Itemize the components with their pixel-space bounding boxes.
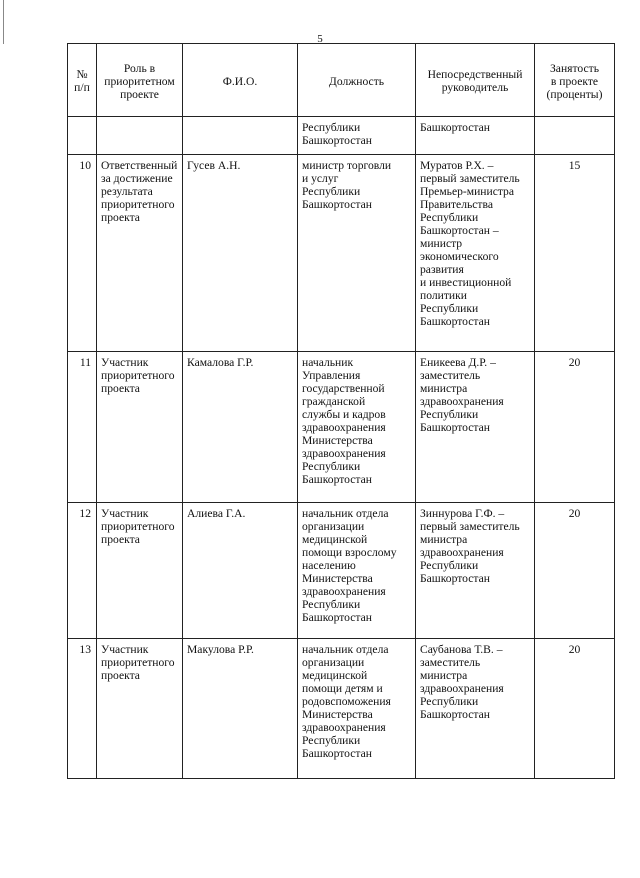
cell-line: проекта bbox=[101, 211, 140, 224]
header-position bbox=[298, 44, 416, 117]
header-num bbox=[68, 44, 97, 117]
row-role bbox=[97, 503, 183, 639]
cell-line: первый заместитель bbox=[420, 172, 520, 185]
cell-line: медицинской bbox=[302, 533, 368, 546]
cell-line: Министерства bbox=[302, 708, 373, 721]
row-num: 11 bbox=[68, 352, 97, 503]
cell-line: министра bbox=[420, 533, 468, 546]
row-manager bbox=[416, 155, 535, 352]
cell-line: Макулова Р.Р. bbox=[187, 643, 254, 656]
row-name bbox=[183, 352, 298, 503]
cell-line: здравоохранения bbox=[420, 682, 504, 695]
table-row bbox=[68, 503, 615, 639]
row-name bbox=[183, 117, 298, 155]
cell-line: Муратов Р.Х. – bbox=[420, 159, 494, 172]
cell-line: Участник bbox=[101, 356, 149, 369]
row-manager bbox=[416, 117, 535, 155]
cell-line: развития bbox=[420, 263, 464, 276]
row-employment bbox=[535, 117, 615, 155]
cell-line: руководитель bbox=[441, 81, 509, 94]
cell-line: экономического bbox=[420, 250, 499, 263]
project-participants-table bbox=[67, 43, 615, 779]
cell-line: Зиннурова Г.Ф. – bbox=[420, 507, 505, 520]
cell-line: Занятость bbox=[550, 61, 599, 75]
cell-line: Правительства bbox=[420, 198, 493, 211]
row-manager bbox=[416, 503, 535, 639]
cell-line: проекте bbox=[120, 87, 159, 101]
row-manager bbox=[416, 352, 535, 503]
row-employment: 20 bbox=[535, 639, 615, 779]
row-name bbox=[183, 639, 298, 779]
cell-line: (проценты) bbox=[546, 87, 603, 101]
cell-line: родовспоможения bbox=[302, 695, 391, 708]
cell-line: министра bbox=[420, 669, 468, 682]
table-row bbox=[68, 639, 615, 779]
row-name bbox=[183, 503, 298, 639]
cell-line: здравоохранения bbox=[420, 546, 504, 559]
cell-line: Непосредственный bbox=[427, 68, 523, 81]
cell-line: Республики bbox=[302, 185, 361, 198]
cell-line: и инвестиционной bbox=[420, 276, 512, 289]
cell-line: Башкортостан bbox=[302, 134, 372, 147]
cell-line: Республики bbox=[420, 408, 479, 421]
cell-line: Участник bbox=[101, 507, 149, 520]
cell-line: Премьер-министра bbox=[420, 185, 514, 198]
cell-line: в проекте bbox=[550, 74, 599, 88]
cell-line: проекта bbox=[101, 382, 140, 395]
cell-line: и услуг bbox=[302, 172, 339, 185]
cell-line: здравоохранения bbox=[302, 585, 386, 598]
cell-line: Республики bbox=[302, 460, 361, 473]
cell-line: Гусев А.Н. bbox=[187, 159, 241, 172]
cell-line: министр bbox=[420, 237, 463, 250]
cell-line: Башкортостан bbox=[302, 611, 372, 624]
row-role bbox=[97, 639, 183, 779]
cell-line: Башкортостан bbox=[420, 708, 490, 721]
cell-line: политики bbox=[420, 289, 467, 302]
cell-line: проекта bbox=[101, 533, 140, 546]
cell-line: Управления bbox=[302, 369, 361, 382]
cell-line: помощи детям и bbox=[302, 682, 383, 695]
cell-line: государственной bbox=[302, 382, 385, 395]
cell-line: Башкортостан bbox=[420, 421, 490, 434]
cell-line: Еникеева Д.Р. – bbox=[420, 356, 496, 369]
cell-line: Республики bbox=[420, 211, 479, 224]
row-position bbox=[298, 639, 416, 779]
cell-line: Должность bbox=[328, 74, 385, 88]
table-row bbox=[68, 352, 615, 503]
cell-line: результата bbox=[101, 185, 153, 198]
row-name bbox=[183, 155, 298, 352]
cell-line: начальник отдела bbox=[302, 643, 389, 656]
cell-line: Республики bbox=[420, 302, 479, 315]
cell-line: здравоохранения bbox=[302, 447, 386, 460]
cell-line: службы и кадров bbox=[302, 408, 386, 421]
row-role bbox=[97, 117, 183, 155]
cell-line: заместитель bbox=[420, 369, 481, 382]
cell-line: приоритетного bbox=[101, 520, 175, 533]
row-position bbox=[298, 352, 416, 503]
cell-line: проекта bbox=[101, 669, 140, 682]
row-employment: 20 bbox=[535, 503, 615, 639]
cell-line: Ответственный bbox=[101, 159, 178, 172]
header-manager bbox=[416, 44, 535, 117]
cell-line: гражданской bbox=[302, 395, 366, 408]
cell-line: № bbox=[76, 68, 88, 81]
cell-line: организации bbox=[302, 520, 365, 533]
cell-line: п/п bbox=[74, 81, 90, 94]
table-header-row bbox=[68, 44, 615, 117]
cell-line: Ф.И.О. bbox=[222, 74, 258, 88]
row-num: 12 bbox=[68, 503, 97, 639]
cell-line: населению bbox=[302, 559, 356, 572]
row-num bbox=[68, 117, 97, 155]
header-name bbox=[183, 44, 298, 117]
cell-line: Башкортостан bbox=[302, 473, 372, 486]
cell-line: здравоохранения bbox=[420, 395, 504, 408]
cell-line: здравоохранения bbox=[302, 721, 386, 734]
cell-line: приоритетного bbox=[101, 198, 175, 211]
cell-line: министра bbox=[420, 382, 468, 395]
cell-line: министр торговли bbox=[302, 159, 392, 172]
row-role bbox=[97, 352, 183, 503]
cell-line: начальник bbox=[302, 356, 354, 369]
cell-line: за достижение bbox=[101, 172, 173, 185]
cell-line: Башкортостан bbox=[420, 572, 490, 585]
cell-line: Башкортостан bbox=[420, 121, 490, 134]
table-row bbox=[68, 117, 615, 155]
page-number: 5 bbox=[317, 33, 323, 45]
row-manager bbox=[416, 639, 535, 779]
cell-line: Башкортостан bbox=[302, 198, 372, 211]
row-employment: 20 bbox=[535, 352, 615, 503]
cell-line: Республики bbox=[302, 121, 361, 134]
cell-line: Башкортостан bbox=[420, 315, 490, 328]
row-num: 13 bbox=[68, 639, 97, 779]
cell-line: Министерства bbox=[302, 434, 373, 447]
cell-line: Алиева Г.А. bbox=[187, 507, 246, 520]
cell-line: Республики bbox=[302, 734, 361, 747]
cell-line: начальник отдела bbox=[302, 507, 389, 520]
table-row bbox=[68, 155, 615, 352]
cell-line: приоритетного bbox=[101, 656, 175, 669]
cell-line: первый заместитель bbox=[420, 520, 520, 533]
cell-line: Министерства bbox=[302, 572, 373, 585]
cell-line: Башкортостан bbox=[302, 747, 372, 760]
cell-line: Республики bbox=[420, 695, 479, 708]
cell-line: заместитель bbox=[420, 656, 481, 669]
cell-line: Роль в bbox=[123, 61, 156, 75]
cell-line: медицинской bbox=[302, 669, 368, 682]
cell-line: организации bbox=[302, 656, 365, 669]
header-role bbox=[97, 44, 183, 117]
cell-line: Камалова Г.Р. bbox=[187, 356, 254, 369]
cell-line: Саубанова Т.В. – bbox=[420, 643, 503, 656]
cell-line: Башкортостан – bbox=[420, 224, 499, 237]
header-employment bbox=[535, 44, 615, 117]
row-position bbox=[298, 117, 416, 155]
row-role bbox=[97, 155, 183, 352]
row-employment: 15 bbox=[535, 155, 615, 352]
cell-line: Республики bbox=[302, 598, 361, 611]
row-position bbox=[298, 503, 416, 639]
cell-line: здравоохранения bbox=[302, 421, 386, 434]
cell-line: Республики bbox=[420, 559, 479, 572]
cell-line: приоритетном bbox=[104, 74, 175, 88]
cell-line: помощи взрослому bbox=[302, 546, 397, 559]
cell-line: Участник bbox=[101, 643, 149, 656]
row-position bbox=[298, 155, 416, 352]
cell-line: приоритетного bbox=[101, 369, 175, 382]
row-num: 10 bbox=[68, 155, 97, 352]
